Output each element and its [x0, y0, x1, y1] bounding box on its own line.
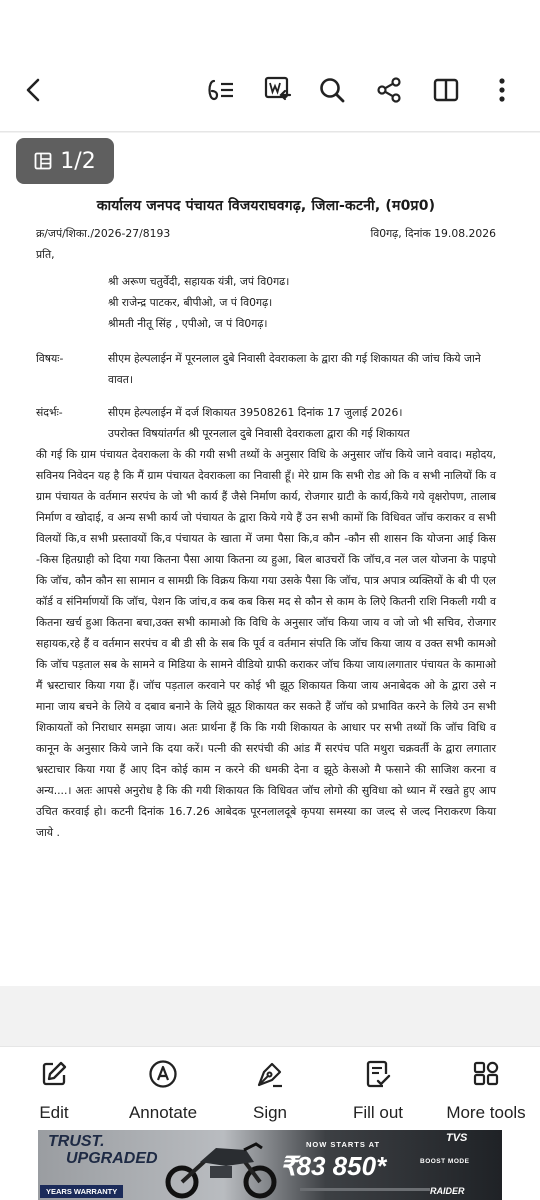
recipient-list [36, 271, 496, 334]
ad-price: ₹83 850* [280, 1151, 387, 1181]
recipient-item: श्री राजेन्द्र पाटकर, बीपीओ, ज पं वि0गढ़। [108, 296, 273, 309]
motorcycle-icon [156, 1136, 286, 1200]
ad-headline-2: UPGRADED [66, 1150, 158, 1167]
page-indicator[interactable] [16, 138, 114, 184]
ad-mode: BOOST MODE [420, 1158, 470, 1165]
annotate-button[interactable] [118, 1047, 208, 1127]
more-tools-label: More tools [446, 1103, 526, 1122]
reflow-icon[interactable] [204, 74, 236, 106]
prati-label: प्रति, [36, 248, 55, 261]
reference-text: सीएम हेल्पलाईन में दर्ज शिकायत 39508261 दिनांक 17 जुलाई 2026। [108, 406, 403, 419]
reading-mode-icon[interactable] [430, 74, 462, 106]
ad-warranty-badge: YEARS WARRANTY [40, 1185, 123, 1198]
ad-banner[interactable] [38, 1130, 502, 1200]
body-first-line: उपरोक्त विषयांतर्गत श्री पूरनलाल दुबे निवासी देवराकला द्वारा की गई शिकायत [108, 427, 410, 440]
share-icon[interactable] [373, 74, 405, 106]
fill-out-icon [363, 1059, 393, 1089]
ad-headline-1: TRUST. [48, 1133, 105, 1150]
fill-out-label: Fill out [352, 1103, 404, 1122]
top-toolbar [0, 0, 540, 132]
sign-icon [255, 1059, 285, 1089]
subject-text: सीएम हेल्पलाईन में पूरनलाल दुबे निवासी देवराकला के द्वारा की गई शिकायत की जांच किये जाने वावत। [108, 352, 481, 386]
fill-out-button[interactable] [340, 1047, 416, 1127]
recipient-item: श्रीमती नीतू सिंह , एपीओ, ज पं वि0गढ़। [108, 317, 268, 330]
bottom-toolbar [0, 1046, 540, 1126]
page-grid-icon [34, 152, 52, 170]
recipient-item: श्री अरूण चतुर्वेदी, सहायक यंत्री, जपं वि0गढ। [108, 275, 290, 288]
ref-number: क्र/जपं/शिका./2026-27/8193 [36, 227, 171, 240]
more-icon[interactable] [486, 74, 518, 106]
ref-row [36, 223, 496, 244]
sign-button[interactable] [238, 1047, 302, 1127]
subject-section [36, 348, 496, 390]
viewer-gap [0, 986, 540, 1046]
translate-icon[interactable] [262, 74, 294, 106]
subject-label: विषयः- [36, 352, 64, 365]
ad-brand: TVS [446, 1132, 468, 1144]
search-icon[interactable] [316, 74, 348, 106]
sign-label: Sign [252, 1103, 288, 1122]
ad-fine-print [300, 1188, 430, 1191]
ad-model: RAIDER [430, 1186, 465, 1196]
reference-label: संदर्भः- [36, 406, 63, 419]
body-text: की गई कि ग्राम पंचायत देवराकला के की गयी सभी तथ्यों के अनुसार विधि के अनुसार जॉच किये जाने ववाद। महोदय, सविनय निवेदन यह है कि मैं ग्राम पंचायत देवराकला का निवासी हूँ। मेरे ग्राम कि सभी रोड ओ कि व सभी नालियों कि व ग्राम पंचायत के वर्तमान सरपंच के जो भी कार्य हैं जैसे निर्माण कार्य, रोजगार ग्राटी के कार्य,किये गये वृक्षरोपण, तालाब निर्माण व खोदाई, व अन्य सभी कार्य जो पंचायत के द्वारा किये गये हैं उन सभी कामों कि विधिवत जॉच कराकर व सभी विलयों कि,व सभी प्रस्तावयों कि,व पंचायत के खाता में जमा पैसा कि,व कौन -कौन सी शासन कि योजना आई किस -किस हितग्राही को दिया गया कितना पैसा आया कितना व्य हुआ, बिल बाउचरों कि जॉच,व नल जल योजना के पाइपो कि जॉच, कौन कौन सा सामान व सामग्री कि विक्रय किया गया उसके पैसा कि जॉच, पात्र अपात्र व्यक्तियों के बी पी एल कॉर्ड व संनिर्माणयों कि जॉच, पेशन कि जांच,व कब कब किस मद से कौन से काम के लिऐ कितनी राशि निकली गयी व कितना खर्च हुआ कितना बचा,उक्त सभी कामाओ कि विधि के अनुसार जॉच किया जाय व जो जो भी सचिव, रोजगार सहायक,रहे हैं व वर्तमान सरपंच व बी डी सी के सब कि पूर्व व वर्तमान संपति कि जॉच किया जाय व उक्त सभी कामओ कि जॉच पड़ताल सब के सामने व मिडिया के सामने वीडियो ग्राफी कराकर जॉच किया जाय।लगातार पंचायत के कामाओ मैं भ्रस्टाचार किया गया हैं। जॉच पड़ताल करवाने पर कोई भी झूठ शिकायत किया जाय अनाबेदक ओ के द्वारा उसे न माना जाय बचने के लिये व दबाव बनाने के लिये झूठ शिकायत कर सकते हैं जॉच को प्रभावित करने के लिये उन सभी शिकायतों को निराधार समझा जाय। अतः प्रार्थना हैं कि कि गयी शिकायत के आधार पर सभी तथ्यों कि जॉच विधि व कानून के अनुसार किये जाने कि दया करें। पत्नी की सरपंची की आंड मैं सरपंच पति मथुरा चक्रवर्ती के द्वारा लगातार भ्रस्टाचार किया गया हैं आए दिन कोई काम न करने की धमकी देना व झूठे केसओ मै फसाने की साजिश करना व अन्य....। अतः आपसे अनुरोध है कि की गयी शिकायत कि विधिवत जॉच लोगो की सुविधा को ध्यान में रखते हुए आप उचित करवाई हो। कटनी दिनांक 16.7.26 आबेदक पूरनलालदूबे कृपया समस्या का जल्द से जल्द निराकरण किया जाये . [36, 448, 496, 839]
edit-icon [39, 1059, 69, 1089]
place-date: वि0गढ़, दिनांक 19.08.2026 [370, 227, 496, 240]
document-page [36, 196, 496, 843]
reference-section [36, 402, 496, 423]
more-tools-icon [471, 1059, 501, 1089]
annotate-label: Annotate [128, 1103, 198, 1122]
more-tools-button[interactable] [438, 1047, 534, 1127]
annotate-icon [148, 1059, 178, 1089]
ad-container [0, 1126, 540, 1200]
ad-now-starts: NOW STARTS AT [306, 1140, 381, 1149]
page-indicator-label: 1/2 [60, 148, 96, 174]
edit-button[interactable] [22, 1047, 86, 1127]
edit-label: Edit [39, 1103, 69, 1122]
doc-title: कार्यालय जनपद पंचायत विजयराघवगढ़, जिला-कटनी, (म0प्र0) [96, 198, 436, 214]
back-icon[interactable] [18, 74, 50, 106]
